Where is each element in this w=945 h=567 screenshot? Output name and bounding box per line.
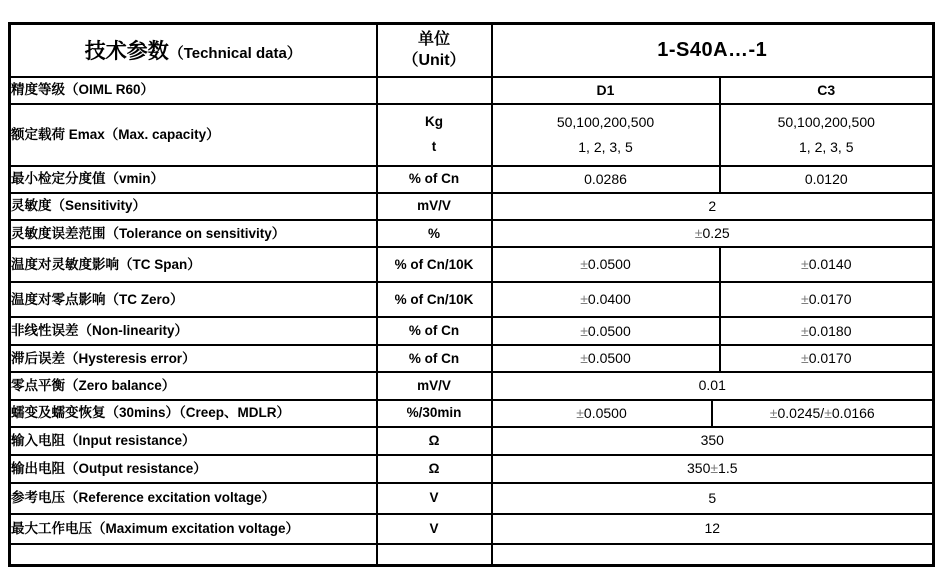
- spec-row: [10, 427, 934, 455]
- value-cell-c3: ±0.0170: [720, 282, 934, 317]
- spec-row: [10, 193, 934, 220]
- header-unit-en: （Unit）: [402, 52, 466, 70]
- unit-cell: % of Cn: [377, 317, 492, 345]
- header-technical-data-cn: 技术参数: [84, 40, 169, 64]
- spec-row: [10, 400, 934, 427]
- unit-cell: % of Cn: [377, 166, 492, 193]
- param-label: 温度对零点影响（TC Zero）: [10, 282, 377, 317]
- header-unit: [377, 24, 492, 77]
- param-label: 最小检定分度值（vmin）: [10, 166, 377, 193]
- unit-cell: Kg t: [377, 104, 492, 166]
- table-header: [10, 24, 934, 77]
- plus-minus-sign: ±: [580, 256, 588, 273]
- value-cell-d1: D1: [492, 77, 720, 104]
- unit-cell: mV/V: [377, 193, 492, 220]
- header-technical-data: [10, 24, 377, 77]
- value-cell-d1: ±0.0400: [492, 282, 720, 317]
- unit-cell: % of Cn: [377, 345, 492, 372]
- unit-cell: % of Cn/10K: [377, 282, 492, 317]
- value-cell-c3: ±0.0170: [720, 345, 934, 372]
- param-label: 非线性误差（Non-linearity）: [10, 317, 377, 345]
- value-cell-c3: ± 0.0245/ ± 0.0166: [713, 401, 933, 426]
- unit-cell: V: [377, 483, 492, 514]
- value-cell-span: ±0.25: [492, 220, 934, 247]
- value-cell-c3: 50,100,200,500 1, 2, 3, 5: [720, 104, 934, 166]
- plus-minus-sign: ±: [801, 291, 809, 308]
- spec-row: [10, 483, 934, 514]
- value-cell-span: 350±1.5: [492, 455, 934, 483]
- value-cell-c3: ±0.0140: [720, 247, 934, 282]
- param-label: 输入电阻（Input resistance）: [10, 427, 377, 455]
- plus-minus-sign: ±: [769, 404, 778, 421]
- value-cell-d1: ±0.0500: [492, 317, 720, 345]
- plus-minus-sign: ±: [824, 404, 832, 421]
- value-cell-span: 0.01: [492, 372, 934, 399]
- unit-cell: Ω: [377, 427, 492, 455]
- plus-minus-sign: ±: [580, 350, 588, 367]
- spec-row: [10, 455, 934, 483]
- unit-cell: Ω: [377, 455, 492, 483]
- spec-row: [10, 514, 934, 544]
- unit-cell: V: [377, 514, 492, 544]
- header-unit-cn: 单位: [417, 30, 450, 48]
- header-row: [10, 24, 934, 77]
- unit-cell: mV/V: [377, 372, 492, 399]
- spec-row: [10, 247, 934, 282]
- value-cell-span: 350: [492, 427, 934, 455]
- unit-cell: %/30min: [377, 400, 492, 427]
- plus-minus-sign: ±: [801, 256, 809, 273]
- value-cell-pair: [492, 400, 934, 427]
- value-cell-d1: ± 0.0500: [493, 401, 713, 426]
- unit-cell: % of Cn/10K: [377, 247, 492, 282]
- value-cell-d1: ±0.0500: [492, 247, 720, 282]
- value-cell-span: 5: [492, 483, 934, 514]
- param-label: 滞后误差（Hysteresis error）: [10, 345, 377, 372]
- header-model: 1-S40A…-1: [492, 24, 934, 77]
- value-cell-d1: 50,100,200,500 1, 2, 3, 5: [492, 104, 720, 166]
- value-cell-c3: 0.0120: [720, 166, 934, 193]
- value-cell-c3: C3: [720, 77, 934, 104]
- param-label: 蠕变及蠕变恢复（30mins）（Creep、MDLR）: [10, 400, 377, 427]
- value-cell-span: 12: [492, 514, 934, 544]
- value-cell-d1: 0.0286: [492, 166, 720, 193]
- plus-minus-sign: ±: [580, 291, 588, 308]
- param-label: 最大工作电压（Maximum excitation voltage）: [10, 514, 377, 544]
- spec-row: [10, 317, 934, 345]
- param-label: 零点平衡（Zero balance）: [10, 372, 377, 399]
- spec-table-body: [10, 77, 934, 566]
- param-label: 额定载荷 Emax（Max. capacity）: [10, 104, 377, 166]
- param-label: 参考电压（Reference excitation voltage）: [10, 483, 377, 514]
- unit-cell: %: [377, 220, 492, 247]
- param-label: 精度等级（OIML R60）: [10, 77, 377, 104]
- spec-row: [10, 104, 934, 166]
- cut-off-row: [10, 544, 934, 566]
- value-cell-d1: ±0.0500: [492, 345, 720, 372]
- empty-cell: [492, 544, 934, 566]
- empty-cell: [10, 544, 377, 566]
- spec-row: [10, 220, 934, 247]
- plus-minus-sign: ±: [801, 350, 809, 367]
- plus-minus-sign: ±: [576, 404, 584, 421]
- plus-minus-sign: ±: [694, 225, 703, 242]
- param-label: 输出电阻（Output resistance）: [10, 455, 377, 483]
- plus-minus-sign: ±: [710, 460, 719, 477]
- datasheet-page: [8, 22, 935, 567]
- param-label: 灵敏度误差范围（Tolerance on sensitivity）: [10, 220, 377, 247]
- spec-row: [10, 77, 934, 104]
- value-cell-span: 2: [492, 193, 934, 220]
- empty-cell: [377, 544, 492, 566]
- param-label: 温度对灵敏度影响（TC Span）: [10, 247, 377, 282]
- plus-minus-sign: ±: [801, 322, 809, 339]
- spec-row: [10, 166, 934, 193]
- value-cell-c3: ±0.0180: [720, 317, 934, 345]
- param-label: 灵敏度（Sensitivity）: [10, 193, 377, 220]
- spec-row: [10, 282, 934, 317]
- technical-data-table: [8, 22, 935, 567]
- unit-cell: [377, 77, 492, 104]
- plus-minus-sign: ±: [580, 322, 588, 339]
- header-technical-data-en: （Technical data）: [168, 45, 302, 63]
- spec-row: [10, 372, 934, 399]
- spec-row: [10, 345, 934, 372]
